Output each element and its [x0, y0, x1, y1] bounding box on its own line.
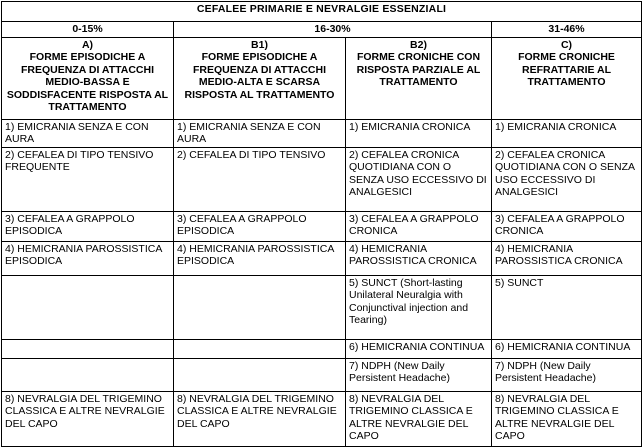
table-cell [2, 275, 174, 339]
document-page [1, 1, 641, 446]
table-cell: 7) NDPH (New Daily Persistent Headache) [346, 358, 492, 391]
table-cell: 4) HEMICRANIA PAROSSISTICA EPISODICA [174, 241, 346, 275]
table-cell: 8) NEVRALGIA DEL TRIGEMINO CLASSICA E ALTRE NEVRALGIE DEL CAPO [346, 391, 492, 446]
table-cell: 8) NEVRALGIA DEL TRIGEMINO CLASSICA E ALTRE NEVRALGIE DEL CAPO [174, 391, 346, 446]
table-cell: 3) CEFALEA A GRAPPOLO EPISODICA [2, 211, 174, 241]
column-header-b2 [346, 37, 492, 119]
column-heading: FORME EPISODICHE A FREQUENZA DI ATTACCHI MEDIO-ALTA E SCARSA RISPOSTA AL TRATTAMENTO [184, 51, 335, 101]
column-heading: FORME CRONICHE REFRATTARIE AL TRATTAMENTO [518, 51, 615, 88]
table-cell: 4) HEMICRANIA PAROSSISTICA CRONICA [492, 241, 642, 275]
table-cell: 2) CEFALEA DI TIPO TENSIVO FREQUENTE [2, 147, 174, 211]
table-cell: 5) SUNCT [492, 275, 642, 339]
table-cell [2, 358, 174, 391]
table-cell: 4) HEMICRANIA PAROSSISTICA EPISODICA [2, 241, 174, 275]
percentage-31-46: 31-46% [492, 22, 642, 38]
table-row [2, 339, 642, 358]
table-row [2, 358, 642, 391]
column-header-a [2, 37, 174, 119]
table-cell: 8) NEVRALGIA DEL TRIGEMINO CLASSICA E ALTRE NEVRALGIE DEL CAPO [492, 391, 642, 446]
column-letter: B1) [251, 38, 268, 51]
table-row [2, 275, 642, 339]
table-cell: 8) NEVRALGIA DEL TRIGEMINO CLASSICA E ALTRE NEVRALGIE DEL CAPO [2, 391, 174, 446]
percentage-16-30: 16-30% [174, 22, 492, 38]
table-cell: 3) CEFALEA A GRAPPOLO CRONICA [492, 211, 642, 241]
table-cell: 1) EMICRANIA SENZA E CON AURA [174, 119, 346, 147]
table-cell: 6) HEMICRANIA CONTINUA [492, 339, 642, 358]
table-cell: 2) CEFALEA DI TIPO TENSIVO [174, 147, 346, 211]
table-cell: 1) EMICRANIA CRONICA [492, 119, 642, 147]
table-cell: 3) CEFALEA A GRAPPOLO CRONICA [346, 211, 492, 241]
column-header-c [492, 37, 642, 119]
column-header-b1 [174, 37, 346, 119]
table-cell: 7) NDPH (New Daily Persistent Headache) [492, 358, 642, 391]
table-row [2, 391, 642, 446]
table-row [2, 119, 642, 147]
table-cell: 2) CEFALEA CRONICA QUOTIDIANA CON O SENZA USO ECCESSIVO DI ANALGESICI [492, 147, 642, 211]
table-row [2, 211, 642, 241]
column-heading: FORME EPISODICHE A FREQUENZA DI ATTACCHI MEDIO-BASSA E SODDISFACENTE RISPOSTA AL TRATTAMENTO [6, 51, 169, 113]
table-cell [174, 339, 346, 358]
column-heading: FORME CRONICHE CON RISPOSTA PARZIALE AL TRATTAMENTO [356, 51, 481, 88]
table-cell: 6) HEMICRANIA CONTINUA [346, 339, 492, 358]
column-letter: A) [81, 38, 94, 51]
table-cell [2, 339, 174, 358]
table-title: CEFALEE PRIMARIE E NEVRALGIE ESSENZIALI [2, 2, 642, 22]
table-cell: 2) CEFALEA CRONICA QUOTIDIANA CON O SENZA USO ECCESSIVO DI ANALGESICI [346, 147, 492, 211]
table-cell [174, 275, 346, 339]
table-cell: 1) EMICRANIA CRONICA [346, 119, 492, 147]
classification-table [1, 1, 642, 447]
table-cell: 1) EMICRANIA SENZA E CON AURA [2, 119, 174, 147]
column-letter: B2) [410, 38, 427, 51]
table-cell [174, 358, 346, 391]
column-letter: C) [560, 38, 573, 51]
table-row [2, 147, 642, 211]
table-cell: 4) HEMICRANIA PAROSSISTICA CRONICA [346, 241, 492, 275]
percentage-0-15: 0-15% [2, 22, 174, 38]
table-cell: 5) SUNCT (Short-lasting Unilateral Neuralgia with Conjunctival injection and Tearing) [346, 275, 492, 339]
table-row [2, 241, 642, 275]
table-cell: 3) CEFALEA A GRAPPOLO EPISODICA [174, 211, 346, 241]
